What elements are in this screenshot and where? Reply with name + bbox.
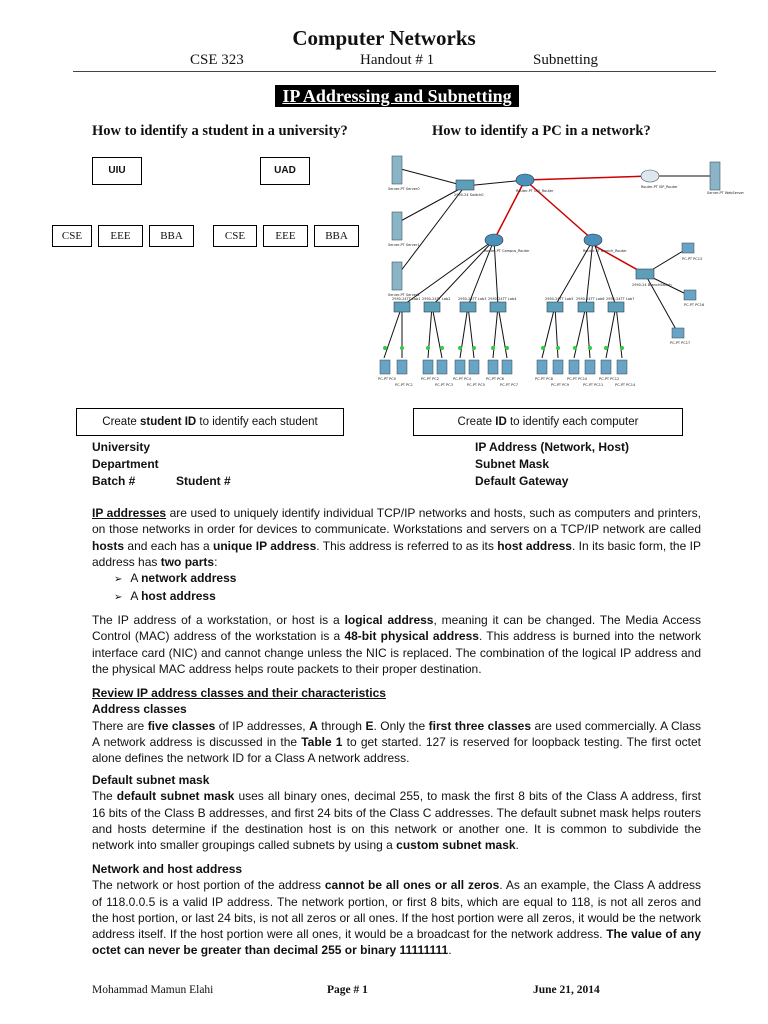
- node-label: Server-PT Server2: [388, 293, 420, 297]
- dept-box: EEE: [98, 225, 143, 247]
- pc-label: PC-PT PC3: [435, 383, 453, 387]
- pc-label: PC-PT PC10: [567, 377, 588, 381]
- network-topology-diagram: [370, 148, 744, 400]
- pc-label: PC-PT PC0: [378, 377, 396, 381]
- switch-label: 2950-24TT Lab3: [458, 297, 487, 301]
- node-label: PC-PT PC16: [684, 303, 705, 307]
- pc-label: PC-PT PC8: [535, 377, 553, 381]
- pc-label: PC-PT PC7: [500, 383, 518, 387]
- dept-box: EEE: [263, 225, 308, 247]
- pc-label: PC-PT PC11: [583, 383, 604, 387]
- handout-topic: Subnetting: [533, 52, 599, 68]
- pc-label: PC-PT PC14: [615, 383, 636, 387]
- switch-label: 2950-24TT Lab6: [576, 297, 605, 301]
- section-address-classes: Review IP address classes and their characteristics Address classes There are five classes of IP addresses, A through E. Only the first three classes are used commercially. A Class A network address is discussed in the Table 1 to get started. 127 is reserved for loopback testing. The first octet alone defines the network ID for a Class A network address.: [92, 686, 702, 766]
- node-label: Server-PT WebServer: [707, 191, 744, 195]
- university-box-uad: UAD: [260, 157, 310, 185]
- subsection-heading: Default subnet mask: [92, 773, 210, 787]
- footer-author: Mohammad Mamun Elahi: [92, 984, 214, 996]
- switch-label: 2950-24TT Lab7: [606, 297, 635, 301]
- pc-label: PC-PT PC12: [599, 377, 620, 381]
- node-label: PC-PT PC13: [682, 257, 703, 261]
- course-code: CSE 323: [190, 52, 244, 68]
- node-label: Router-PT ISP_Router: [641, 185, 678, 189]
- computer-id-box: Create ID to identify each computer: [413, 408, 683, 436]
- switch-label: 2950-24TT Lab5: [545, 297, 574, 301]
- pc-label: PC-PT PC4: [453, 377, 471, 381]
- dept-box: CSE: [52, 225, 92, 247]
- section-banner: IP Addressing and Subnetting: [275, 85, 519, 107]
- subsection-heading: Address classes: [92, 702, 187, 717]
- footer-date: June 21, 2014: [533, 984, 600, 996]
- label-default-gateway: Default Gateway: [475, 474, 569, 488]
- list-item: ➢ A network address: [114, 570, 701, 588]
- pc-label: PC-PT PC1: [395, 383, 413, 387]
- node-label: 2950-24 BranchSwitch: [632, 283, 672, 287]
- pc-label: PC-PT PC2: [421, 377, 439, 381]
- section-network-host-address: Network and host address The network or host portion of the address cannot be all ones or all zeros. As an example, the Class A address of 118.0.0.5 is a valid IP address. The network portion, or first 8 bits, which are equal to 118, is not all zeros and the host portion, or last 24 bits, is not all zeros or all ones. If the host portion were all zeros, it would be the network address itself. If the host portion were all ones, it would be a broadcast for the network address. The value of any octet can never be greater than decimal 255 or binary 11111111.: [92, 862, 701, 958]
- pc-label: PC-PT PC5: [467, 383, 485, 387]
- dept-box: CSE: [213, 225, 257, 247]
- node-label: Router-PT Campus_Router: [484, 249, 530, 253]
- label-student: Student #: [176, 474, 231, 488]
- node-label: 2950-24 Switch0: [454, 193, 484, 197]
- paragraph-logical-address: The IP address of a workstation, or host is a logical address, meaning it can be changed. The Media Access Control (MAC) address of the workstation is a 48-bit physical address. This address is burned into the network interface card (NIC) and cannot change unless the NIC is replaced. The combination of the logical IP address and the physical MAC address helps route packets to their proper destination.: [92, 613, 701, 676]
- section-heading: Review IP address classes and their characteristics: [92, 686, 386, 700]
- pc-label: PC-PT PC9: [551, 383, 569, 387]
- section-default-subnet-mask: Default subnet mask The default subnet mask uses all binary ones, decimal 255, to mask the first 8 bits of the Class A address, first 16 bits of the Class B addresses, and first 24 bits of the Class C addresses. The default subnet mask helps routers and hosts determine if the destination host is on this network or another one. It is common to subdivide the network into smaller groupings called subnets by using a custom subnet mask.: [92, 773, 701, 853]
- dept-box: BBA: [149, 225, 194, 247]
- label-ip-address: IP Address (Network, Host): [475, 440, 630, 454]
- handout-number: Handout # 1: [360, 52, 435, 68]
- label-batch: Batch #: [92, 474, 136, 488]
- label-subnet-mask: Subnet Mask: [475, 457, 550, 471]
- dept-box: BBA: [314, 225, 359, 247]
- node-label: Server-PT Server1: [388, 243, 420, 247]
- node-label: PC-PT PC17: [670, 341, 691, 345]
- question-pc: How to identify a PC in a network?: [432, 123, 651, 139]
- label-department: Department: [92, 457, 159, 471]
- student-id-box: Create student ID to identify each student: [76, 408, 344, 436]
- list-item: ➢ A host address: [114, 588, 701, 606]
- parts-list: [92, 570, 701, 607]
- document-title: Computer Networks: [292, 26, 476, 50]
- paragraph-ip-addresses: IP addresses are used to uniquely identify individual TCP/IP networks and hosts, such as computers and printers, on those networks in order for devices to communicate. Workstations and servers on a TCP/IP network are called hosts and each has a unique IP address. This address is referred to as its host address. In its basic form, the IP address has two parts: ➢ A network address ➢ A host address: [92, 505, 701, 607]
- switch-label: 2950-24TT Lab2: [422, 297, 451, 301]
- header-rule: [73, 71, 716, 72]
- label-university: University: [92, 440, 151, 454]
- pc-label: PC-PT PC6: [486, 377, 504, 381]
- footer-page-number: Page # 1: [327, 984, 368, 996]
- node-label: Server-PT Server0: [388, 187, 420, 191]
- switch-label: 2950-24TT Lab4: [488, 297, 517, 301]
- university-box-uiu: UIU: [92, 157, 142, 185]
- node-label: Router-PT Branch_Router: [583, 249, 627, 253]
- node-label: Router-PT UIU_Router: [516, 189, 554, 193]
- question-student: How to identify a student in a university?: [92, 123, 348, 139]
- switch-label: 2950-24TT Lab1: [392, 297, 421, 301]
- subsection-heading: Network and host address: [92, 862, 243, 876]
